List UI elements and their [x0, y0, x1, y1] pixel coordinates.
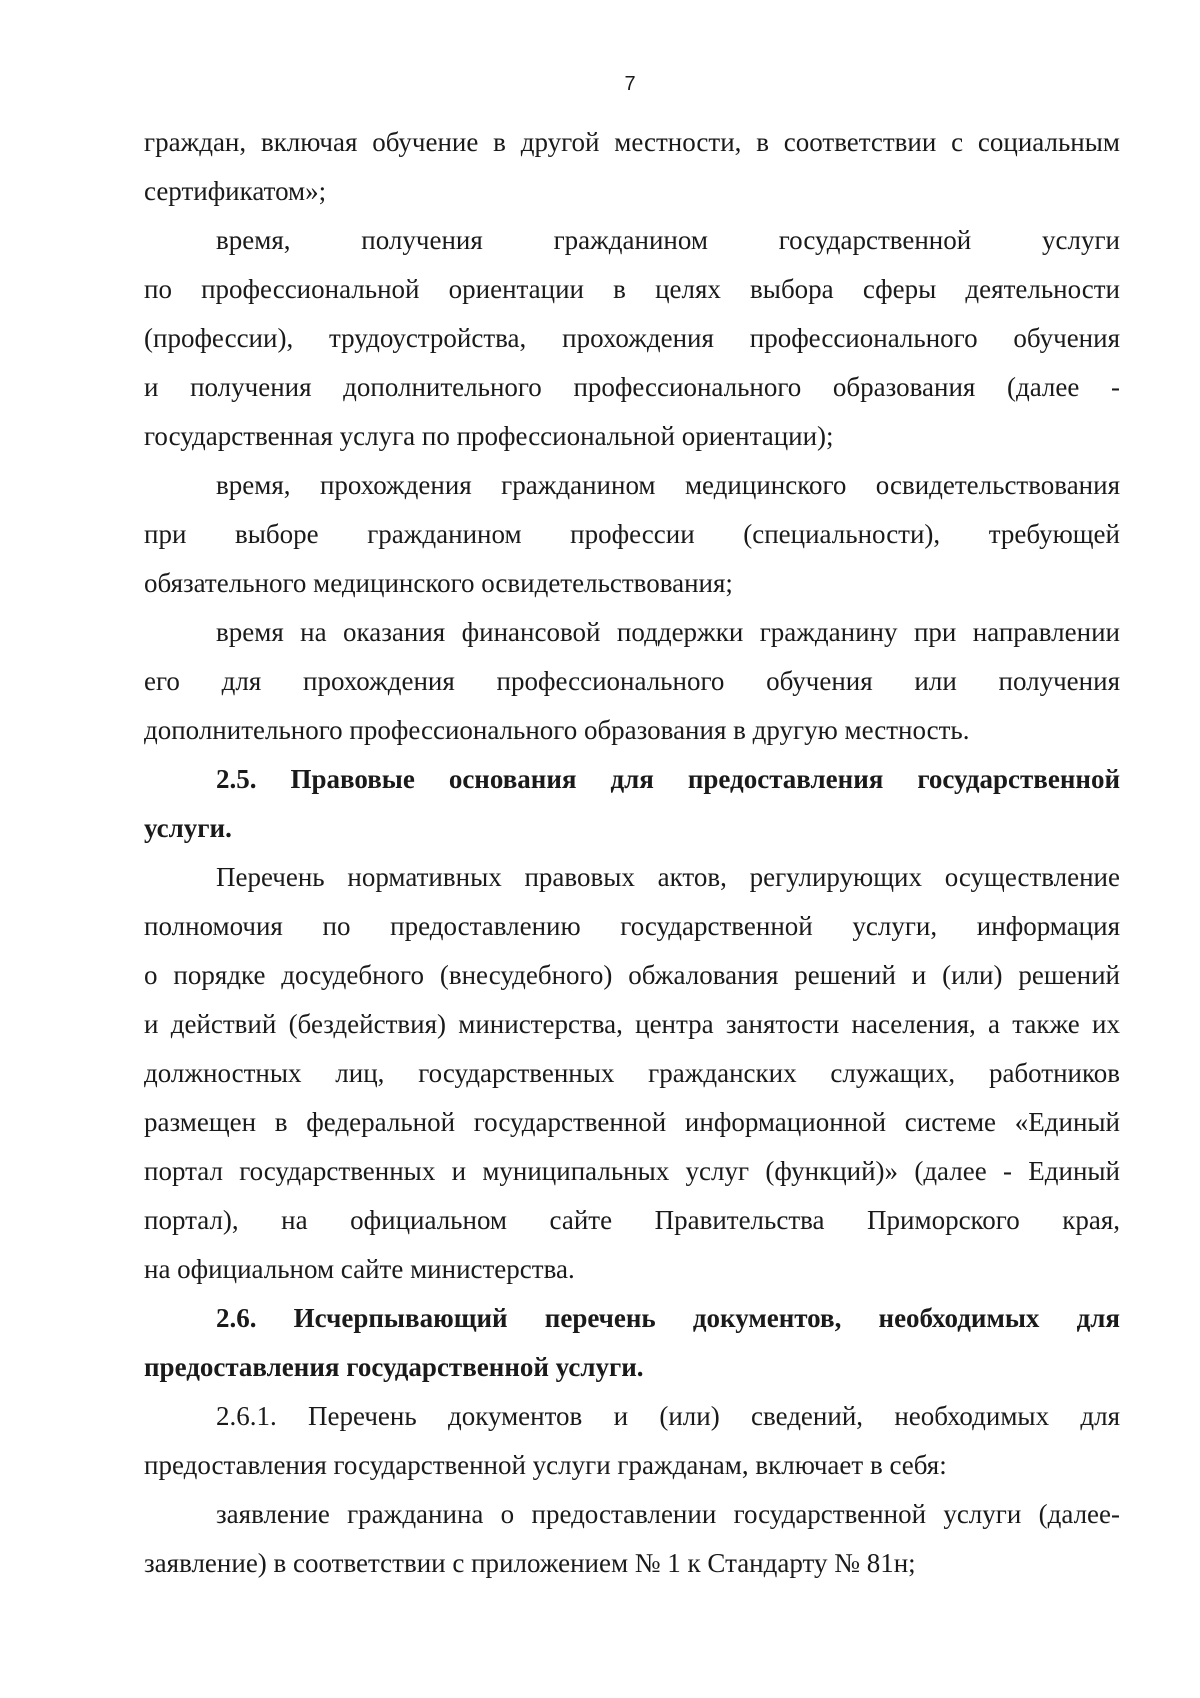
text-line: при выборе гражданином профессии (специальности), требующей	[144, 519, 1120, 549]
text-line: заявление гражданина о предоставлении государственной услуги (далее-	[216, 1499, 1120, 1529]
text-line: и действий (бездействия) министерства, центра занятости населения, а также их	[144, 1009, 1120, 1039]
paragraph	[144, 216, 1120, 461]
text-line: время на оказания финансовой поддержки гражданину при направлении	[216, 617, 1120, 647]
text-line: время, прохождения гражданином медицинского освидетельствования	[216, 470, 1120, 500]
section-heading	[144, 1294, 1120, 1392]
paragraph	[144, 608, 1120, 755]
text-line: портал), на официальном сайте Правительства Приморского края,	[144, 1205, 1120, 1235]
paragraph	[144, 853, 1120, 1294]
text-line: 2.5. Правовые основания для предоставления государственной	[216, 764, 1120, 794]
text-line: предоставления государственной услуги.	[144, 1352, 644, 1382]
page-number: 7	[624, 73, 636, 95]
paragraph	[144, 118, 1120, 216]
text-line: должностных лиц, государственных гражданских служащих, работников	[144, 1058, 1120, 1088]
document-body	[144, 118, 1120, 1588]
text-line: полномочия по предоставлению государственной услуги, информация	[144, 911, 1120, 941]
section-heading	[144, 755, 1120, 853]
paragraph	[144, 461, 1120, 608]
text-line: о порядке досудебного (внесудебного) обжалования решений и (или) решений	[144, 960, 1120, 990]
text-line: сертификатом»;	[144, 176, 327, 206]
text-line: его для прохождения профессионального обучения или получения	[144, 666, 1120, 696]
text-line: 2.6. Исчерпывающий перечень документов, необходимых для	[216, 1303, 1120, 1333]
text-line: и получения дополнительного профессионального образования (далее -	[144, 372, 1120, 402]
text-line: 2.6.1. Перечень документов и (или) сведений, необходимых для	[216, 1401, 1120, 1431]
text-line: заявление) в соответствии с приложением № 1 к Стандарту № 81н;	[144, 1548, 916, 1578]
paragraph	[144, 1490, 1120, 1588]
text-line: (профессии), трудоустройства, прохождения профессионального обучения	[144, 323, 1120, 353]
text-line: размещен в федеральной государственной информационной системе «Единый	[144, 1107, 1120, 1137]
text-line: предоставления государственной услуги гражданам, включает в себя:	[144, 1450, 947, 1480]
text-line: дополнительного профессионального образования в другую местность.	[144, 715, 970, 745]
text-line: по профессиональной ориентации в целях выбора сферы деятельности	[144, 274, 1120, 304]
text-line: Перечень нормативных правовых актов, регулирующих осуществление	[216, 862, 1120, 892]
text-line: портал государственных и муниципальных услуг (функций)» (далее - Единый	[144, 1156, 1120, 1186]
paragraph	[144, 1392, 1120, 1490]
text-line: граждан, включая обучение в другой местности, в соответствии с социальным	[144, 127, 1120, 157]
text-line: на официальном сайте министерства.	[144, 1254, 575, 1284]
text-line: обязательного медицинского освидетельствования;	[144, 568, 733, 598]
text-line: время, получения гражданином государственной услуги	[216, 225, 1120, 255]
text-line: государственная услуга по профессиональной ориентации);	[144, 421, 834, 451]
text-line: услуги.	[144, 813, 232, 843]
